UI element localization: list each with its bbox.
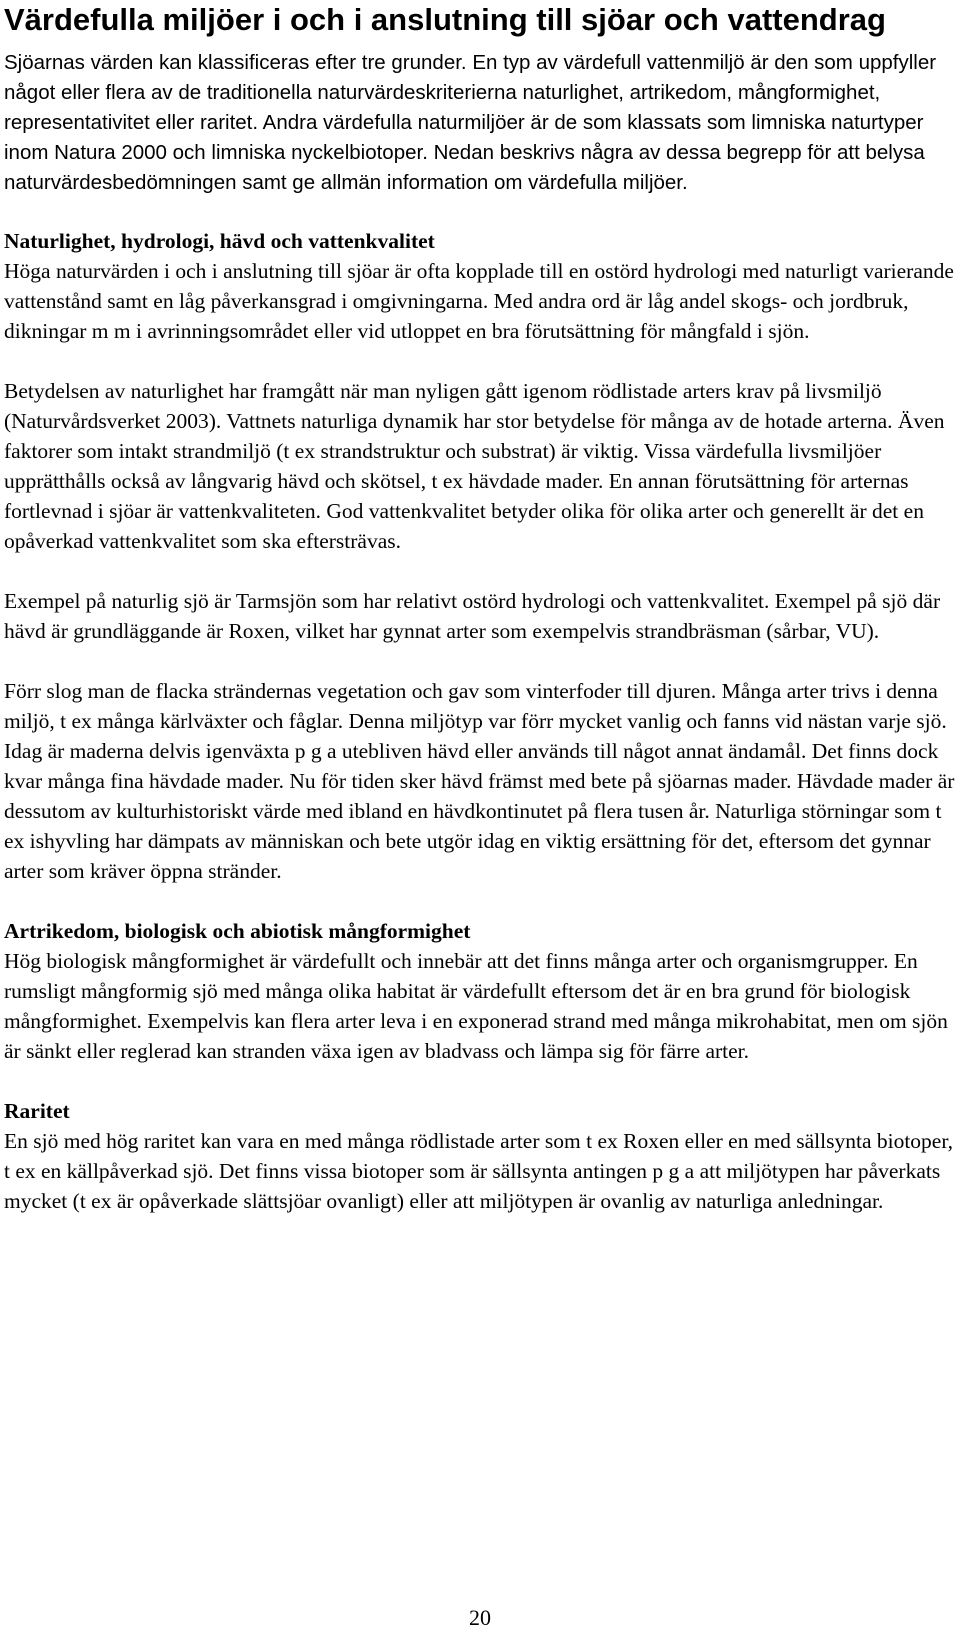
section-heading: Artrikedom, biologisk och abiotisk mångformighet [4,919,471,943]
body-paragraph: Hög biologisk mångformighet är värdefullt och innebär att det finns många arter och organismgrupper. En rumsligt mångformig sjö med många olika habitat är värdefullt eftersom det är en bra grund för biologisk mångformighet. Exempelvis kan flera arter leva i en exponerad strand med många mikrohabitat, men om sjön är sänkt eller reglerad kan stranden växa igen av bladvass och lämpa sig för färre arter. [4,949,948,1063]
section-heading: Raritet [4,1099,70,1123]
body-paragraph: Betydelsen av naturlighet har framgått när man nyligen gått igenom rödlistade arters krav på livsmiljö (Naturvårdsverket 2003). Vattnets naturliga dynamik har stor betydelse för många av de hotade arterna. Även faktorer som intakt strandmiljö (t ex strandstruktur och substrat) är viktig. Vissa värdefulla livsmiljöer upprätthålls också av långvarig hävd och skötsel, t ex hävdade mader. En annan förutsättning för arternas fortlevnad i sjöar är vattenkvaliteten. God vattenkvalitet betyder olika för olika arter och generellt är det en opåverkad vattenkvalitet som ska eftersträvas. [4,379,945,553]
section-heading: Naturlighet, hydrologi, hävd och vattenkvalitet [4,229,435,253]
section-raritet [4,1096,956,1216]
document-page [4,0,956,1216]
section-naturlighet [4,226,956,886]
page-title: Värdefulla miljöer i och i anslutning till sjöar och vattendrag [4,2,886,37]
body-paragraph: En sjö med hög raritet kan vara en med många rödlistade arter som t ex Roxen eller en med sällsynta biotoper, t ex en källpåverkad sjö. Det finns vissa biotoper som är sällsynta antingen p g a att miljötypen har påverkats mycket (t ex är opåverkade slättsjöar ovanligt) eller att miljötypen är ovanlig av naturliga anledningar. [4,1129,954,1213]
page-number: 20 [469,1605,491,1630]
body-paragraph: Höga naturvärden i och i anslutning till sjöar är ofta kopplade till en ostörd hydrologi med naturligt varierande vattenstånd samt en låg påverkansgrad i omgivningarna. Med andra ord är låg andel skogs- och jordbruk, dikningar m m i avrinningsområdet eller vid utloppet en bra förutsättning för mångfald i sjön. [4,259,954,343]
body-paragraph: Förr slog man de flacka strändernas vegetation och gav som vinterfoder till djuren. Många arter trivs i denna miljö, t ex många kärlväxter och fåglar. Denna miljötyp var förr mycket vanlig och fanns vid nästan varje sjö. Idag är maderna delvis igenväxta p g a utebliven hävd eller används till något annat ändamål. Det finns dock kvar många fina hävdade mader. Nu för tiden sker hävd främst med bete på sjöarnas mader. Hävdade mader är dessutom av kulturhistoriskt värde med ibland en hävdkontinutet på flera tusen år. Naturliga störningar som t ex ishyvling har dämpats av människan och bete utgör idag en viktig ersättning för det, eftersom det gynnar arter som kräver öppna stränder. [4,679,955,883]
intro-paragraph: Sjöarnas värden kan klassificeras efter tre grunder. En typ av värdefull vattenmiljö är den som uppfyller något eller flera av de traditionella naturvärdeskriterierna naturlighet, artrikedom, mångformighet, representativitet eller raritet. Andra värdefulla naturmiljöer är de som klassats som limniska naturtyper inom Natura 2000 och limniska nyckelbiotoper. Nedan beskrivs några av dessa begrepp för att belysa naturvärdesbedömningen samt ge allmän information om värdefulla miljöer. [4,51,937,194]
body-paragraph: Exempel på naturlig sjö är Tarmsjön som har relativt ostörd hydrologi och vattenkvalitet. Exempel på sjö där hävd är grundläggande är Roxen, vilket har gynnat arter som exempelvis strandbräsman (sårbar, VU). [4,589,941,643]
section-artrikedom [4,916,956,1066]
